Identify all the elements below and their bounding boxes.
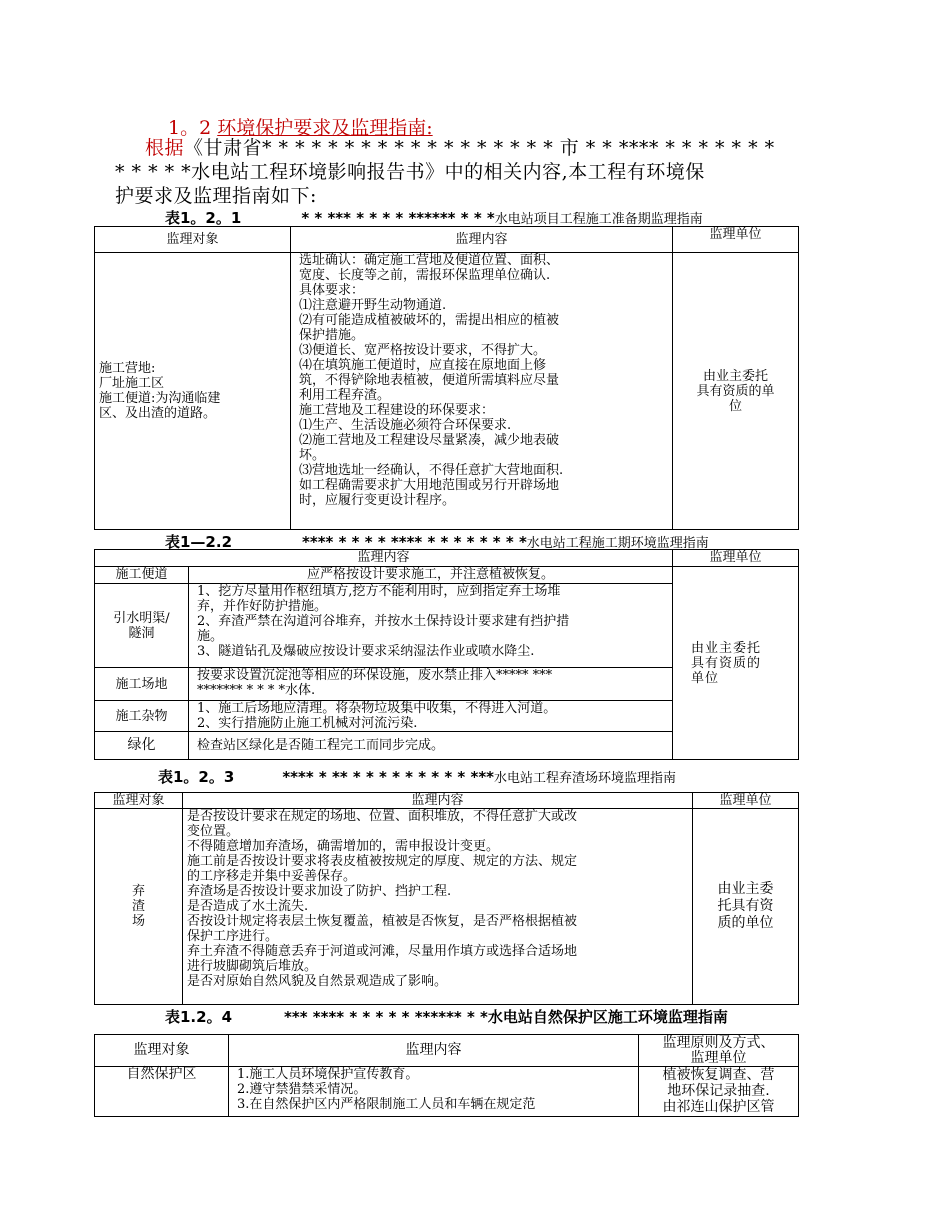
table3 xyxy=(94,792,799,1005)
caption-stars: * * *** * * * * ****** * * * xyxy=(301,209,495,227)
caption-stars: *** **** * * * * * ****** * * xyxy=(284,1008,488,1026)
cell-line: 隧洞 xyxy=(128,625,155,641)
header-object: 监理对象 xyxy=(95,227,291,253)
caption-text: 水电站工程弃渣场环境监理指南 xyxy=(494,771,677,786)
section-number: 1。2 xyxy=(168,117,212,139)
caption-label: 表1—2.2 xyxy=(165,533,233,551)
cell-line: ******* * * * *水体. xyxy=(197,683,316,698)
cell-line: 按要求设置沉淀池等相应的环保设施，废水禁止排入***** *** xyxy=(197,668,553,683)
header-content: 监理内容 xyxy=(95,550,673,567)
header-unit: 监理单位 xyxy=(673,227,799,253)
caption-stars: **** * * * * **** * * * * * * * * xyxy=(302,533,527,551)
table1 xyxy=(94,226,799,530)
unit-cell xyxy=(639,1067,799,1117)
row-content xyxy=(189,584,673,668)
caption-label: 表1.2。4 xyxy=(165,1008,233,1026)
cell-line: 变位置。 xyxy=(187,824,240,839)
cell-line: 监理原则及方式、 xyxy=(662,1034,775,1051)
caption-label: 表1。2。1 xyxy=(165,209,242,227)
cell-line: 施。 xyxy=(197,629,224,644)
unit-cell xyxy=(673,253,799,530)
cell-line: 质的单位 xyxy=(717,915,774,931)
row-object: 施工场地 xyxy=(95,668,189,701)
cell-line: 引水明渠/ xyxy=(113,610,170,626)
cell-line: 由业主委托 xyxy=(702,368,768,384)
cell-line: 施工营地及工程建设的环保要求： xyxy=(299,403,495,418)
caption-stars: **** * ** * * * * * * * * * *** xyxy=(282,768,495,786)
cell-line: 1.施工人员环境保护宣传教育。 xyxy=(237,1067,419,1082)
row-object: 施工便道 xyxy=(95,567,189,584)
cell-line: 保护措施。 xyxy=(299,328,365,343)
cell-line: 植被恢复调查、营 xyxy=(662,1067,775,1083)
cell-line: 选址确认：确定施工营地及便道位置、面积、 xyxy=(299,253,560,268)
header-content: 监理内容 xyxy=(291,227,673,253)
header-content: 监理内容 xyxy=(183,793,693,809)
table1-caption xyxy=(165,207,703,228)
cell-line: 施工营地: xyxy=(99,361,156,376)
cell-line: 是否对原始自然风貌及自然景观造成了影响。 xyxy=(187,974,448,989)
cell-line: 托具有资 xyxy=(717,898,774,914)
row-object: 绿化 xyxy=(95,732,189,760)
caption-text: 水电站项目工程施工准备期监理指南 xyxy=(494,212,703,227)
cell-line: 具有资质的单 xyxy=(696,383,775,399)
cell-line: 利用工程弃渣。 xyxy=(299,388,391,403)
header-object: 监理对象 xyxy=(95,793,183,809)
cell-line: 厂址施工区 xyxy=(99,376,165,391)
cell-line: 坏。 xyxy=(299,448,326,463)
header-unit: 监理单位 xyxy=(673,550,799,567)
row-content xyxy=(189,668,673,701)
cell-line: 地环保记录抽查. xyxy=(667,1083,770,1099)
cell-line: 渣 xyxy=(131,899,145,914)
cell-line: 场 xyxy=(131,914,145,929)
object-cell xyxy=(95,253,291,530)
intro-line: 《甘肃省* * * * * * * * * * * * * * * * * * 市 * * **** * * * * * * * xyxy=(184,137,775,159)
header-content: 监理内容 xyxy=(229,1035,639,1067)
cell-line: 施工便道:为沟通临建 xyxy=(99,391,221,406)
content-cell xyxy=(183,809,693,1005)
object-cell: 自然保护区 xyxy=(95,1067,229,1117)
cell-line: 由业主委 xyxy=(717,881,774,897)
intro-red-word: 根据 xyxy=(145,137,185,159)
cell-line: 施工前是否按设计要求将表皮植被按规定的厚度、规定的方法、规定 xyxy=(187,854,578,869)
cell-line: 具体要求： xyxy=(299,283,365,298)
caption-label: 表1。2。3 xyxy=(158,768,235,786)
cell-line: 2、实行措施防止施工机械对河流污染. xyxy=(197,716,418,731)
cell-line: 区、及出渣的道路。 xyxy=(99,406,217,421)
cell-line: ⑷在填筑施工便道时，应直接在原地面上修 xyxy=(299,358,547,373)
header-object: 监理对象 xyxy=(95,1035,229,1067)
intro-line: 护要求及监理指南如下: xyxy=(115,185,317,207)
cell-line: 弃 xyxy=(131,884,145,899)
row-object: 施工杂物 xyxy=(95,701,189,732)
cell-line: 弃，并作好防护措施。 xyxy=(197,599,328,614)
cell-line: 筑，不得铲除地表植被，便道所需填料应尽量 xyxy=(299,373,560,388)
cell-line: ⑴生产、生活设施必须符合环保要求. xyxy=(299,418,512,433)
content-cell xyxy=(291,253,673,530)
caption-text: 水电站工程施工期环境监理指南 xyxy=(526,536,709,551)
row-object xyxy=(95,584,189,668)
cell-line: 1、挖方尽量用作枢纽填方,挖方不能利用时，应到指定弃土场堆 xyxy=(197,584,561,599)
cell-line: 1、施工后场地应清理。将杂物垃圾集中收集，不得进入河道。 xyxy=(197,701,557,716)
content-cell xyxy=(229,1067,639,1117)
cell-line: 弃土弃渣不得随意丢弃于河道或河滩，尽量用作填方或选择合适场地 xyxy=(187,944,578,959)
row-content xyxy=(189,701,673,732)
cell-line: 保护工序进行。 xyxy=(187,929,279,944)
cell-line: 监理单位 xyxy=(690,1049,747,1066)
header-unit: 监理单位 xyxy=(693,793,799,809)
cell-line: 宽度、长度等之前，需报环保监理单位确认. xyxy=(299,268,551,283)
cell-line: ⑵有可能造成植被破坏的，需提出相应的植被 xyxy=(299,313,560,328)
row-content: 应严格按设计要求施工，并注意植被恢复。 xyxy=(189,567,673,584)
cell-line: 3、隧道钻孔及爆破应按设计要求采纳湿法作业或喷水降尘. xyxy=(197,644,535,659)
table4-caption xyxy=(165,1006,728,1027)
cell-line: 是否造成了水土流失. xyxy=(187,899,309,914)
cell-line: ⑶便道长、宽严格按设计要求，不得扩大。 xyxy=(299,343,547,358)
intro-paragraph xyxy=(115,136,850,208)
cell-line: 时，应履行变更设计程序。 xyxy=(299,493,456,508)
table3-caption xyxy=(158,766,676,787)
cell-line: 3.在自然保护区内严格限制施工人员和车辆在规定范 xyxy=(237,1097,536,1112)
intro-line: * * * * *水电站工程环境影响报告书》中的相关内容,本工程有环境保 xyxy=(115,161,705,183)
unit-cell xyxy=(693,809,799,1005)
cell-line: ⑵施工营地及工程建设尽量紧凑，减少地表破 xyxy=(299,433,560,448)
cell-line: 2、弃渣严禁在沟道河谷堆弃，并按水土保持设计要求建有挡护措 xyxy=(197,614,570,629)
cell-line: 由祁连山保护区管 xyxy=(662,1099,775,1115)
cell-line: 弃渣场是否按设计要求加设了防护、挡护工程. xyxy=(187,884,452,899)
cell-line: 具有资质的 xyxy=(691,655,762,671)
unit-cell xyxy=(673,567,799,760)
section-title: 环境保护要求及监理指南: xyxy=(217,117,433,139)
cell-line: 是否按设计要求在规定的场地、位置、面积堆放，不得任意扩大或改 xyxy=(187,809,578,824)
cell-line: 的工序移走并集中妥善保存。 xyxy=(187,869,357,884)
cell-line: ⑶营地选址一经确认，不得任意扩大营地面积. xyxy=(299,463,564,478)
row-content: 检查站区绿化是否随工程完工而同步完成。 xyxy=(189,732,673,760)
cell-line: 由业主委托 xyxy=(691,640,762,656)
cell-line: 2.遵守禁猎禁采情况。 xyxy=(237,1082,367,1097)
header-unit xyxy=(639,1035,799,1067)
cell-line: ⑴注意避开野生动物通道. xyxy=(299,298,447,313)
caption-text: 水电站自然保护区施工环境监理指南 xyxy=(487,1008,728,1026)
cell-line: 进行坡脚砌筑后堆放。 xyxy=(187,959,318,974)
cell-line: 单位 xyxy=(691,670,720,686)
cell-line: 位 xyxy=(728,398,742,414)
table2 xyxy=(94,549,799,760)
cell-line: 如工程确需要求扩大用地范围或另行开辟场地 xyxy=(299,478,560,493)
table4 xyxy=(94,1034,799,1117)
cell-line: 不得随意增加弃渣场，确需增加的，需申报设计变更。 xyxy=(187,839,500,854)
object-cell xyxy=(95,809,183,1005)
cell-line: 否按设计规定将表层土恢复覆盖，植被是否恢复，是否严格根据植被 xyxy=(187,914,578,929)
